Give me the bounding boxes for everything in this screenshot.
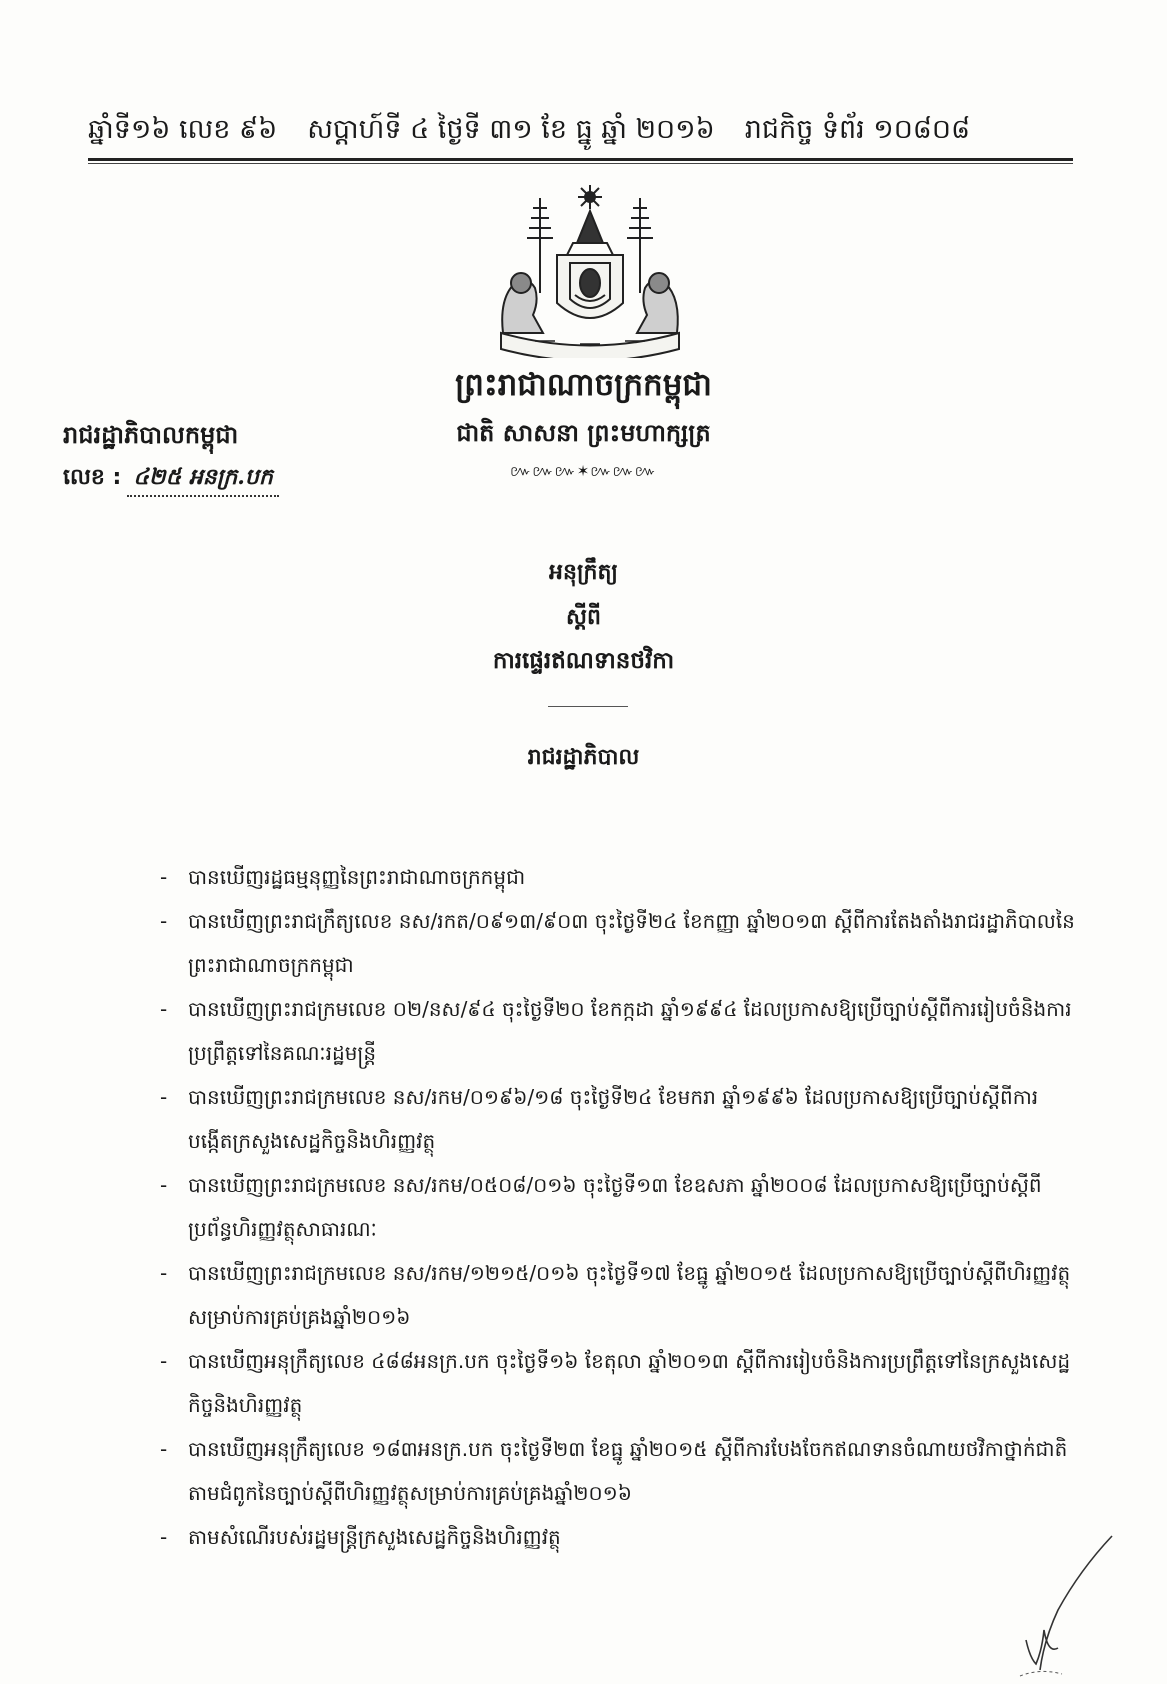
document-number-value: ៤២៥ អនក្រ.បក <box>127 463 279 497</box>
clause-text: បានឃើញព្រះរាជក្រមលេខ នស/រកម/០១៩៦/១៨ ចុះថ្ងៃទី២៤ ខែមករា ឆ្នាំ១៩៩៦ ដែលប្រកាសឱ្យប្រើច្បាប់ស្តីពីការបង្កើតក្រសួងសេដ្ឋកិច្ចនិងហិរញ្ញវត្ថុ <box>188 1085 1039 1153</box>
list-item <box>160 855 1075 899</box>
ornament-divider: ៚៚៚✶៚៚៚ <box>509 462 657 480</box>
handwritten-initial-icon <box>1000 1530 1120 1680</box>
clause-text: តាមសំណើរបស់រដ្ឋមន្ត្រីក្រសួងសេដ្ឋកិច្ចនិងហិរញ្ញវត្ថុ <box>188 1525 561 1549</box>
clause-text: បានឃើញព្រះរាជក្រមលេខ ០២/នស/៩៤ ចុះថ្ងៃទី២០ ខែកក្កដា ឆ្នាំ១៩៩៤ ដែលប្រកាសឱ្យប្រើច្បាប់ស្តីពីការរៀបចំនិងការប្រព្រឹត្តទៅនៃគណៈរដ្ឋមន្ត្រី <box>188 997 1072 1065</box>
clause-text: បានឃើញព្រះរាជក្រមលេខ នស/រកម/០៥០៨/០១៦ ចុះថ្ងៃទី១៣ ខែឧសភា ឆ្នាំ២០០៨ ដែលប្រកាសឱ្យប្រើច្បាប់ស្តីពីប្រព័ន្ធហិរញ្ញវត្ថុសាធារណៈ <box>188 1173 1042 1241</box>
list-item <box>160 1515 1075 1559</box>
clause-text: បានឃើញព្រះរាជក្រមលេខ នស/រកម/១២១៥/០១៦ ចុះថ្ងៃទី១៧ ខែធ្នូ ឆ្នាំ២០១៥ ដែលប្រកាសឱ្យប្រើច្បាប់ស្តីពីហិរញ្ញវត្ថុសម្រាប់ការគ្រប់គ្រងឆ្នាំ២០១៦ <box>188 1261 1071 1329</box>
bullet-dash: - <box>160 909 168 933</box>
bullet-dash: - <box>160 1349 168 1373</box>
list-item <box>160 1427 1075 1515</box>
clause-text: បានឃើញអនុក្រឹត្យលេខ ១៨៣អនក្រ.បក ចុះថ្ងៃទី២៣ ខែធ្នូ ឆ្នាំ២០១៥ ស្តីពីការបែងចែកឥណទានចំណាយថវិកាថ្នាក់ជាតិតាមជំពូកនៃច្បាប់ស្តីពីហិរញ្ញវត្ថុសម្រាប់ការគ្រប់គ្រងឆ្នាំ២០១៦ <box>188 1437 1068 1505</box>
header-week-date: សប្តាហ៍ទី ៤ ថ្ងៃទី ៣១ ខែ ធ្នូ ឆ្នាំ ២០១៦ <box>307 114 715 145</box>
list-item <box>160 1339 1075 1427</box>
title-divider <box>548 706 628 707</box>
clause-text: បានឃើញព្រះរាជក្រឹត្យលេខ នស/រកត/០៩១៣/៩០៣ ចុះថ្ងៃទី២៤ ខែកញ្ញា ឆ្នាំ២០១៣ ស្តីពីការតែងតាំងរាជរដ្ឋាភិបាលនៃព្រះរាជាណាចក្រកម្ពុជា <box>188 909 1075 977</box>
document-authority: រាជរដ្ឋាភិបាល <box>527 745 640 770</box>
document-number-label: លេខ : <box>63 465 122 490</box>
kingdom-title: ព្រះរាជាណាចក្រកម្ពុជា <box>455 367 712 403</box>
bullet-dash: - <box>160 865 168 889</box>
header-gazette-page: រាជកិច្ច ទំព័រ ១០៨០៨ <box>744 114 971 145</box>
preamble-list <box>160 855 1075 1559</box>
bullet-dash: - <box>160 1173 168 1197</box>
header-year-issue: ឆ្នាំទី១៦ លេខ ៩៦ <box>88 114 278 145</box>
list-item <box>160 1075 1075 1163</box>
document-number <box>63 463 279 497</box>
header-divider <box>88 158 1073 161</box>
list-item <box>160 899 1075 987</box>
list-item <box>160 987 1075 1075</box>
clause-text: បានឃើញអនុក្រឹត្យលេខ ៤៨៨អនក្រ.បក ចុះថ្ងៃទី១៦ ខែតុលា ឆ្នាំ២០១៣ ស្តីពីការរៀបចំនិងការប្រព្រឹត្តទៅនៃក្រសួងសេដ្ឋកិច្ចនិងហិរញ្ញវត្ថុ <box>188 1349 1071 1417</box>
document-about: ស្តីពី <box>566 605 601 630</box>
gazette-header <box>88 108 1073 152</box>
list-item <box>160 1251 1075 1339</box>
document-type: អនុក្រឹត្យ <box>549 560 618 585</box>
bullet-dash: - <box>160 1085 168 1109</box>
royal-coat-of-arms-icon <box>495 183 685 358</box>
bullet-dash: - <box>160 1437 168 1461</box>
issuer-name: រាជរដ្ឋាភិបាលកម្ពុជា <box>63 421 239 449</box>
bullet-dash: - <box>160 1261 168 1285</box>
document-subject: ការផ្ទេរឥណទានថវិកា <box>492 648 675 674</box>
bullet-dash: - <box>160 997 168 1021</box>
national-motto: ជាតិ សាសនា ព្រះមហាក្សត្រ <box>456 419 711 447</box>
list-item <box>160 1163 1075 1251</box>
bullet-dash: - <box>160 1525 168 1549</box>
clause-text: បានឃើញរដ្ឋធម្មនុញ្ញនៃព្រះរាជាណាចក្រកម្ពុជា <box>188 865 526 889</box>
header-divider-thin <box>88 163 1073 164</box>
